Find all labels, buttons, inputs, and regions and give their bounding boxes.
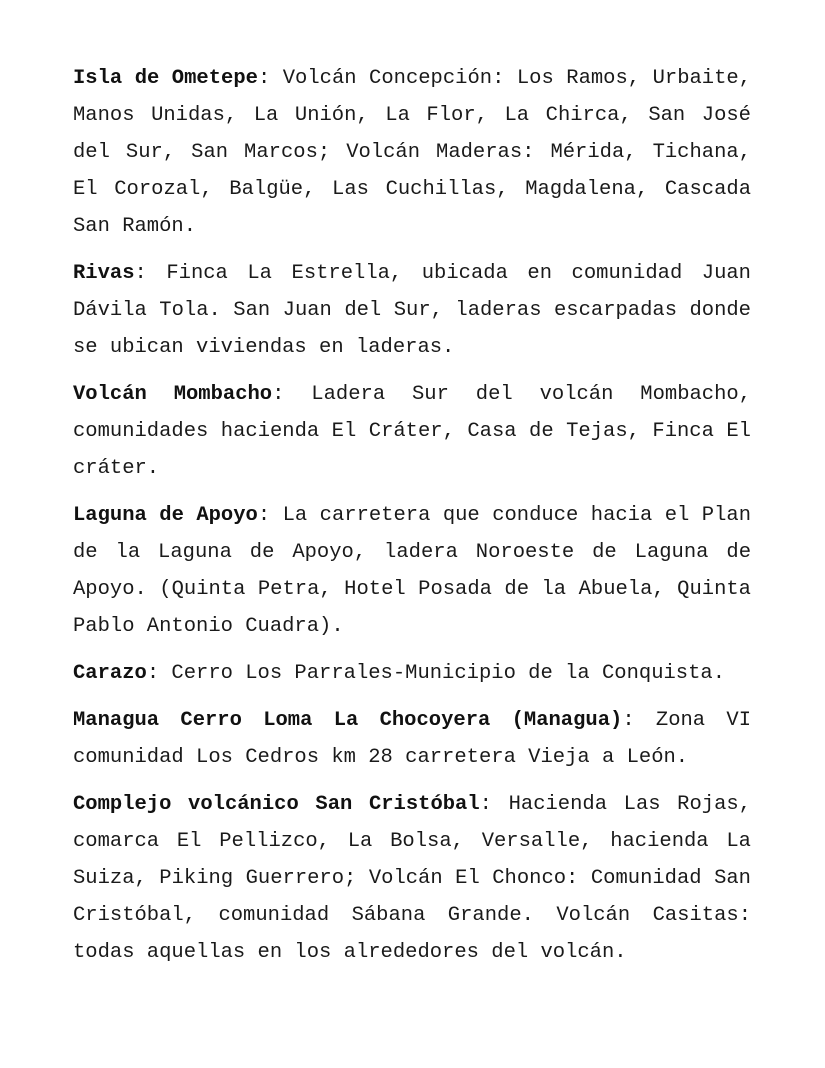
paragraph-san-cristobal <box>73 786 751 971</box>
paragraph-label: Volcán Mombacho <box>73 383 273 406</box>
paragraph-text: : Cerro Los Parrales-Municipio de la Conquista. <box>146 662 726 685</box>
paragraph-label: Rivas <box>73 262 135 285</box>
document-page <box>73 60 751 981</box>
paragraph-label: Isla de Ometepe <box>73 67 258 90</box>
paragraph-label: Complejo volcánico San Cristóbal <box>73 793 480 816</box>
paragraph-text: : Volcán Concepción: Los Ramos, Urbaite, Manos Unidas, La Unión, La Flor, La Chirca, San José del Sur, San Marcos; Volcán Maderas: Mérida, Tichana, El Corozal, Balgüe, Las Cuchillas, Magdalena, Cascada San Ramón. <box>73 67 751 238</box>
paragraph-text: : La carretera que conduce hacia el Plan de la Laguna de Apoyo, ladera Noroeste de Laguna de Apoyo. (Quinta Petra, Hotel Posada de la Abuela, Quinta Pablo Antonio Cuadra). <box>73 504 751 638</box>
paragraph-isla-de-ometepe <box>73 60 751 245</box>
paragraph-label: Laguna de Apoyo <box>73 504 258 527</box>
paragraph-laguna-de-apoyo <box>73 497 751 645</box>
paragraph-carazo <box>73 655 751 692</box>
paragraph-text: : Ladera Sur del volcán Mombacho, comunidades hacienda El Cráter, Casa de Tejas, Finca El cráter. <box>73 383 752 480</box>
paragraph-managua <box>73 702 751 776</box>
paragraph-label: Carazo <box>73 662 147 685</box>
paragraph-text: : Zona VI comunidad Los Cedros km 28 carretera Vieja a León. <box>73 709 751 769</box>
paragraph-text: : Finca La Estrella, ubicada en comunidad Juan Dávila Tola. San Juan del Sur, laderas escarpadas donde se ubican viviendas en laderas. <box>73 262 751 359</box>
paragraph-rivas <box>73 255 751 366</box>
paragraph-text: : Hacienda Las Rojas, comarca El Pellizco, La Bolsa, Versalle, hacienda La Suiza, Piking Guerrero; Volcán El Chonco: Comunidad San Cristóbal, comunidad Sábana Grande. Volcán Casitas: todas aquellas en los alrededores del volcán. <box>73 793 751 964</box>
paragraph-volcan-mombacho <box>73 376 751 487</box>
paragraph-label: Managua Cerro Loma La Chocoyera (Managua) <box>73 709 623 732</box>
